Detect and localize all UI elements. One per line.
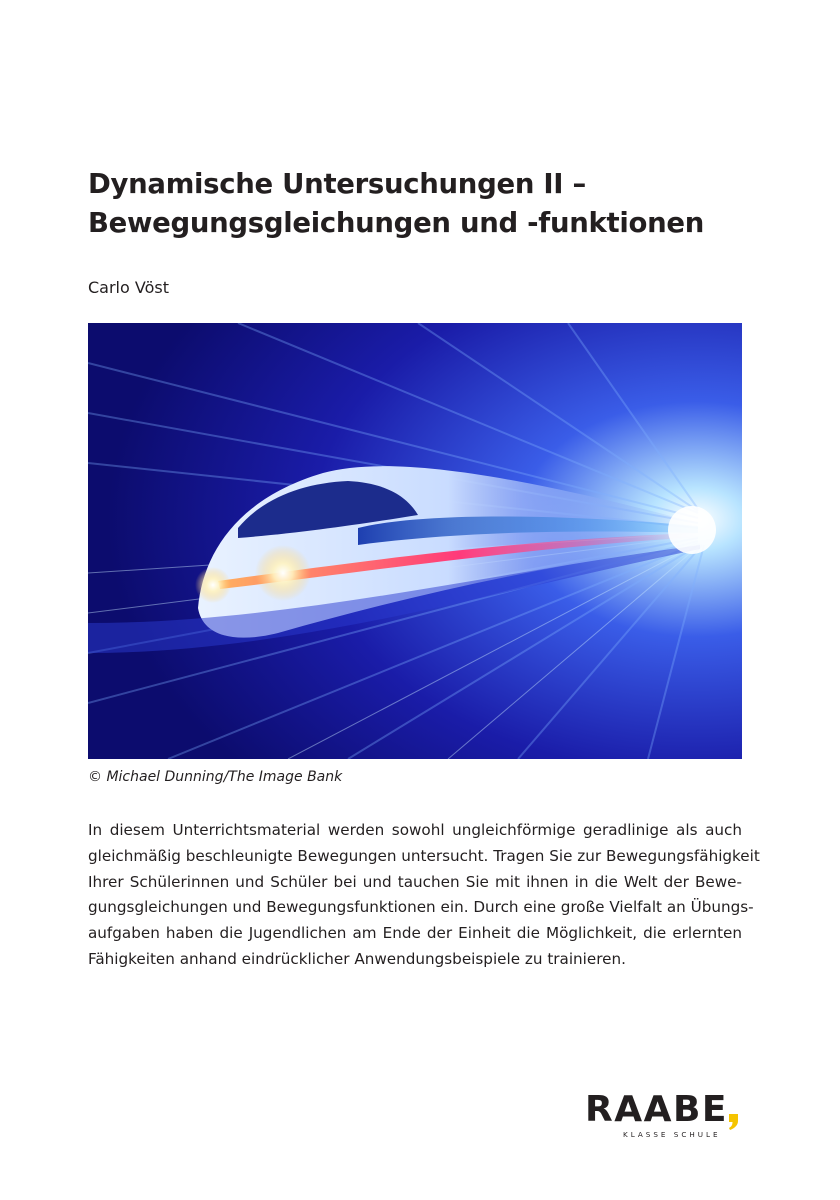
title-line-2: Bewegungsgleichungen und -funktionen [88, 207, 704, 239]
logo-comma-icon [728, 1114, 739, 1130]
intro-paragraph [88, 818, 760, 973]
intro-line: aufgaben haben die Jugendlichen am Ende der Einheit die Möglichkeit, die erlernten [88, 924, 742, 943]
intro-line: Fähigkeiten anhand eindrücklicher Anwendungsbeispiele zu trainieren. [88, 949, 626, 968]
document-title [88, 165, 768, 243]
intro-line: gleichmäßig beschleunigte Bewegungen untersucht. Tragen Sie zur Bewegungsfähigkeit [88, 846, 760, 865]
raabe-logo [585, 1090, 755, 1150]
author-name: Carlo Vöst [88, 278, 169, 297]
logo-tagline: KLASSE SCHULE [623, 1130, 721, 1139]
intro-line: gungsgleichungen und Bewegungsfunktionen ein. Durch eine große Vielfalt an Übungs- [88, 898, 754, 917]
logo-wordmark: RAABE [585, 1089, 728, 1130]
title-line-1: Dynamische Untersuchungen II – [88, 168, 586, 200]
image-credit: © Michael Dunning/The Image Bank [88, 769, 343, 785]
intro-line: Ihrer Schülerinnen und Schüler bei und tauchen Sie mit ihnen in die Welt der Bewe- [88, 872, 742, 891]
intro-line: In diesem Unterrichtsmaterial werden sowohl ungleichförmige geradlinige als auch [88, 821, 742, 839]
cover-photo-train [88, 323, 742, 759]
